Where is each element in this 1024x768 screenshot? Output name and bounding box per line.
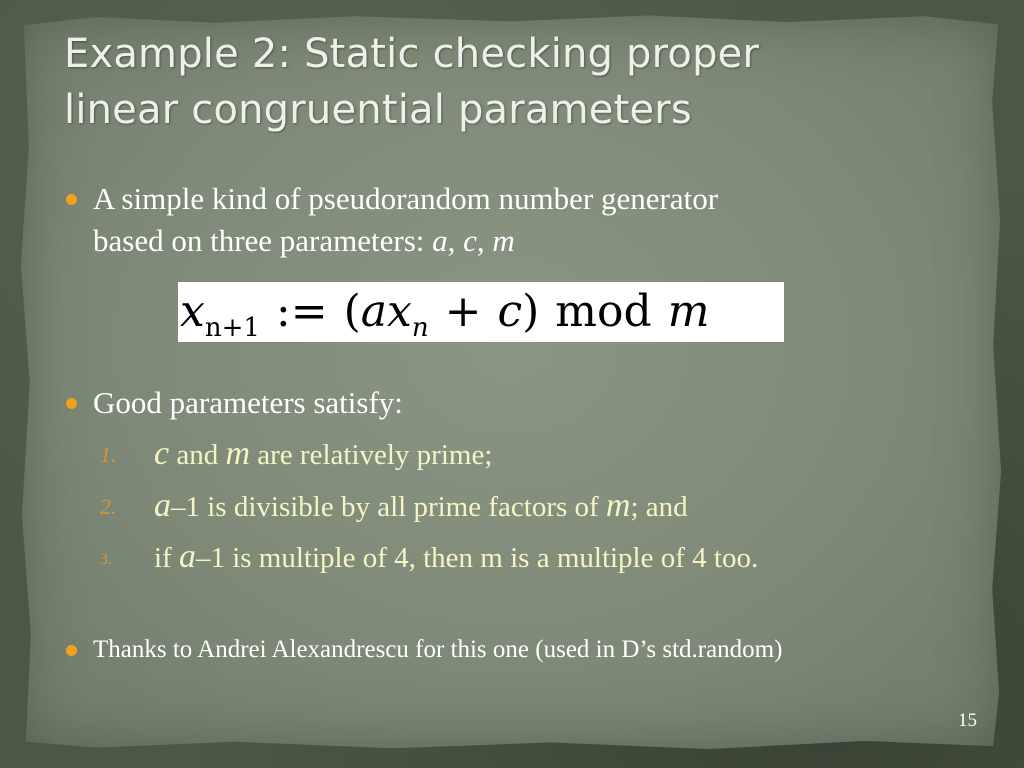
formula-c: c (497, 286, 523, 337)
formula-assign: := (275, 286, 328, 337)
list-item-text: if a–1 is multiple of 4, then m is a multiple of 4 too. (154, 538, 759, 575)
list-number: 1. (100, 442, 117, 467)
param-a: a (432, 223, 448, 258)
formula-mod: mod (555, 286, 652, 337)
bullet-1-text (93, 178, 718, 262)
list-number: 2. (100, 494, 117, 519)
formula-m: m (667, 286, 710, 337)
formula-x: x (180, 286, 205, 337)
page-number: 15 (958, 710, 977, 731)
param-c: c (463, 223, 477, 258)
lcg-formula (178, 282, 784, 342)
bullet-3-text: Thanks to Andrei Alexandrescu for this one (used in D’s std.random) (93, 636, 783, 663)
formula-open-paren: ( (343, 286, 361, 337)
formula-close-paren: ) (522, 286, 540, 337)
formula-plus: + (444, 286, 482, 337)
formula-sub-n: n (411, 313, 429, 343)
list-item-text: c and m are relatively prime; (154, 435, 493, 472)
bullet-dot-icon (66, 645, 77, 656)
slide-title (64, 26, 964, 138)
bullet-1-line-2: based on three parameters: a, c, m (93, 223, 515, 258)
param-m: m (492, 223, 515, 258)
bullet-1-line-1: A simple kind of pseudorandom number generator (93, 181, 719, 216)
list-item-text: a–1 is divisible by all prime factors of m; and (154, 487, 688, 524)
formula-sub-n-plus-1: n+1 (204, 313, 260, 343)
title-line-1: Example 2: Static checking proper (64, 31, 760, 77)
title-line-2: linear congruential parameters (64, 87, 692, 133)
list-number: 3. (100, 551, 112, 568)
formula-a: a (360, 286, 388, 337)
bullet-2-text: Good parameters satisfy: (93, 385, 403, 420)
bullet-1-line-2-prefix: based on three parameters: (93, 223, 433, 258)
bullet-dot-icon (66, 398, 77, 409)
formula-x-n: x (387, 286, 412, 337)
bullet-dot-icon (66, 194, 77, 205)
